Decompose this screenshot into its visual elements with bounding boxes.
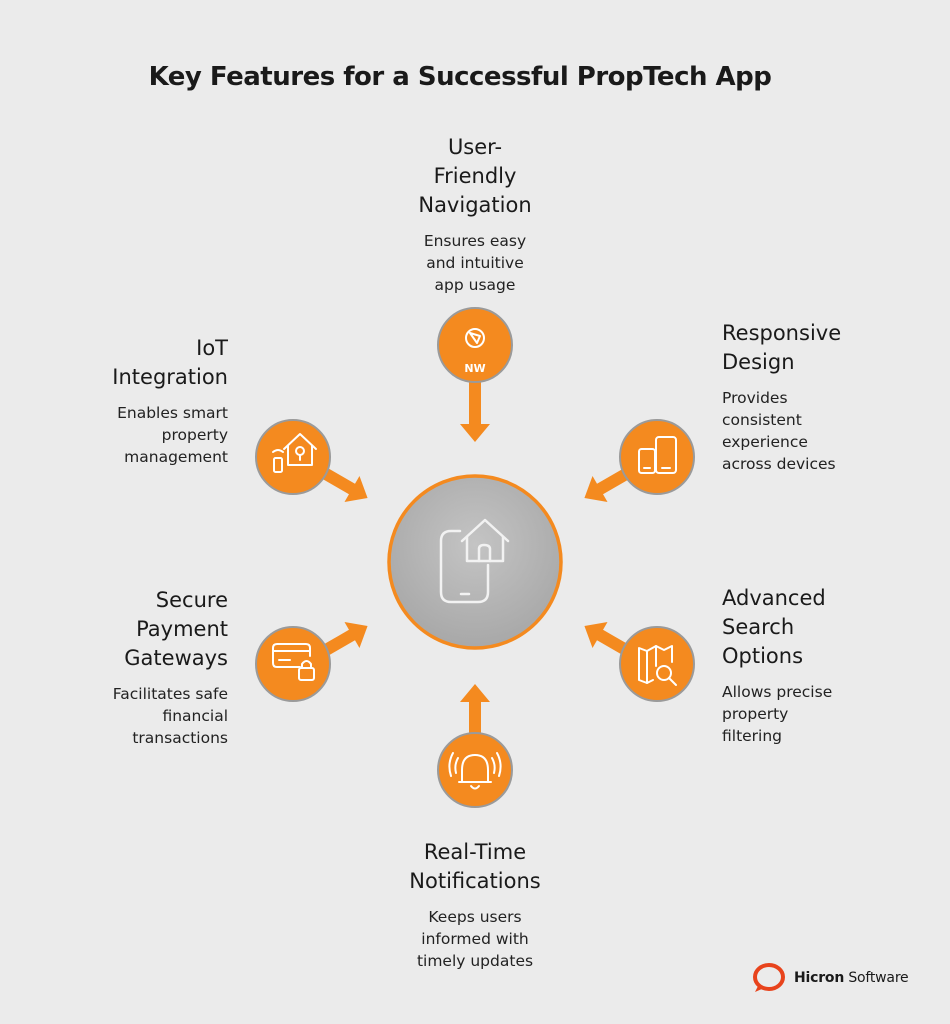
desc-line: and intuitive <box>426 254 524 272</box>
feature-title <box>48 334 228 392</box>
feature-responsive <box>722 319 922 475</box>
title-line: Notifications <box>409 869 541 893</box>
title-line: Real-Time <box>423 840 527 864</box>
title-line: Payment <box>136 617 228 641</box>
feature-description <box>375 230 575 296</box>
feature-notifications <box>365 838 585 972</box>
brand-name-regular: Software <box>844 970 909 986</box>
node-search <box>620 627 694 701</box>
feature-description <box>48 683 228 749</box>
feature-title <box>722 584 922 671</box>
title-line: Integration <box>112 365 228 389</box>
title-line: Design <box>722 350 795 374</box>
page-title: Key Features for a Successful PropTech App <box>148 62 772 92</box>
feature-description <box>722 681 922 747</box>
desc-line: Facilitates safe <box>112 685 228 703</box>
desc-line: financial <box>162 707 228 725</box>
desc-line: filtering <box>722 727 783 745</box>
feature-description <box>365 906 585 972</box>
desc-line: timely updates <box>416 952 534 970</box>
feature-title <box>722 319 922 377</box>
arrow-notifications <box>460 684 490 738</box>
feature-title <box>365 838 585 896</box>
feature-iot <box>48 334 228 468</box>
brand-logo <box>752 962 908 994</box>
feature-description <box>722 387 922 475</box>
feature-title <box>375 133 575 220</box>
brand-name <box>794 970 908 986</box>
feature-search <box>722 584 922 747</box>
feature-title <box>48 586 228 673</box>
desc-line: experience <box>722 433 808 451</box>
desc-line: consistent <box>722 411 802 429</box>
title-line: Advanced <box>722 586 826 610</box>
desc-line: property <box>161 426 228 444</box>
desc-line: Ensures easy <box>423 232 527 250</box>
title-line: Search <box>722 615 795 639</box>
compass-label: NW <box>464 362 486 375</box>
feature-payment <box>48 586 228 749</box>
title-line: Options <box>722 644 804 668</box>
desc-line: Enables smart <box>117 404 228 422</box>
desc-line: across devices <box>722 455 836 473</box>
node-notifications <box>438 733 512 807</box>
desc-line: Keeps users <box>428 908 522 926</box>
feature-navigation <box>375 133 575 296</box>
desc-line: transactions <box>132 729 228 747</box>
desc-line: Allows precise <box>722 683 833 701</box>
title-line: Friendly <box>433 164 517 188</box>
title-line: Navigation <box>418 193 532 217</box>
title-line: IoT <box>196 336 228 360</box>
center-node <box>389 476 561 648</box>
node-responsive <box>620 420 694 494</box>
arrow-navigation <box>460 382 490 442</box>
title-line: Gateways <box>124 646 228 670</box>
desc-line: informed with <box>421 930 529 948</box>
feature-description <box>48 402 228 468</box>
title-line: User- <box>447 135 503 159</box>
desc-line: management <box>124 448 228 466</box>
desc-line: app usage <box>434 276 516 294</box>
title-line: Secure <box>155 588 228 612</box>
node-iot <box>256 420 330 494</box>
desc-line: property <box>722 705 789 723</box>
brand-name-bold: Hicron <box>794 970 845 986</box>
hicron-logo-icon <box>752 962 786 994</box>
node-payment <box>256 627 330 701</box>
desc-line: Provides <box>722 389 788 407</box>
title-line: Responsive <box>722 321 842 345</box>
